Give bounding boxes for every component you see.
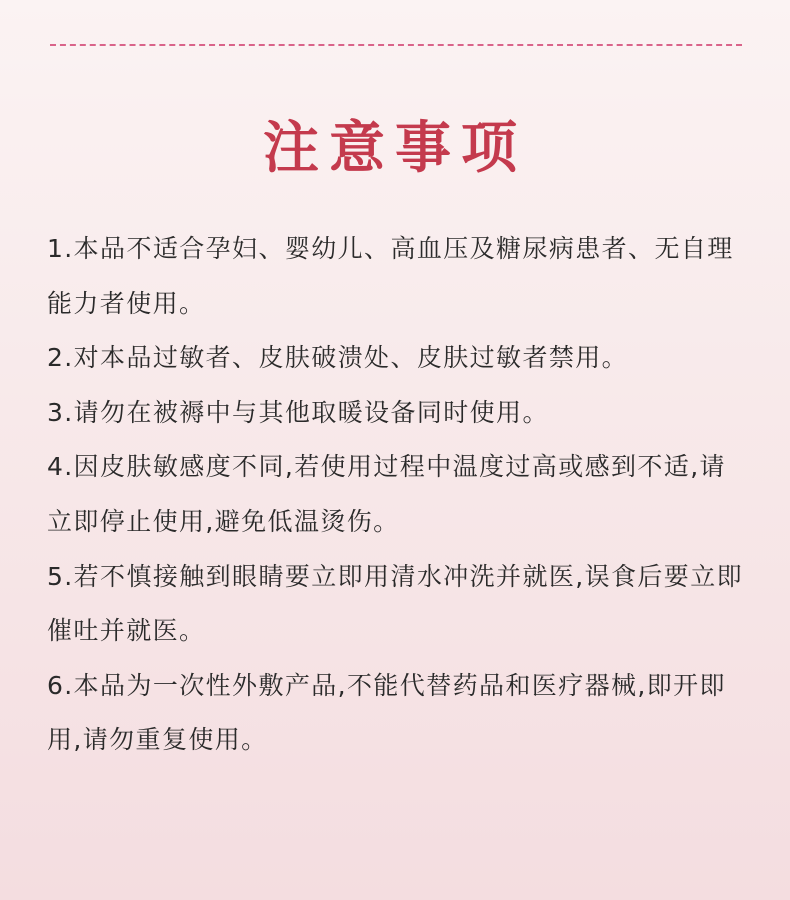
note-item-1: 1.本品不适合孕妇、婴幼儿、高血压及糖尿病患者、无自理能力者使用。 xyxy=(47,234,734,318)
note-item-2: 2.对本品过敏者、皮肤破溃处、皮肤过敏者禁用。 xyxy=(47,343,629,373)
note-item-5: 5.若不慎接触到眼睛要立即用清水冲洗并就医,误食后要立即催吐并就医。 xyxy=(47,561,744,646)
note-item-6: 6.本品为一次性外敷产品,不能代替药品和医疗器械,即开即用,请勿重复使用。 xyxy=(47,670,726,755)
note-item-3: 3.请勿在被褥中与其他取暖设备同时使用。 xyxy=(47,397,549,427)
top-dashed-divider xyxy=(50,44,742,46)
note-item-4: 4.因皮肤敏感度不同,若使用过程中温度过高或感到不适,请立即停止使用,避免低温烫伤。 xyxy=(47,452,726,536)
page-title: 注意事项 xyxy=(263,115,527,181)
notes-list xyxy=(47,222,747,768)
